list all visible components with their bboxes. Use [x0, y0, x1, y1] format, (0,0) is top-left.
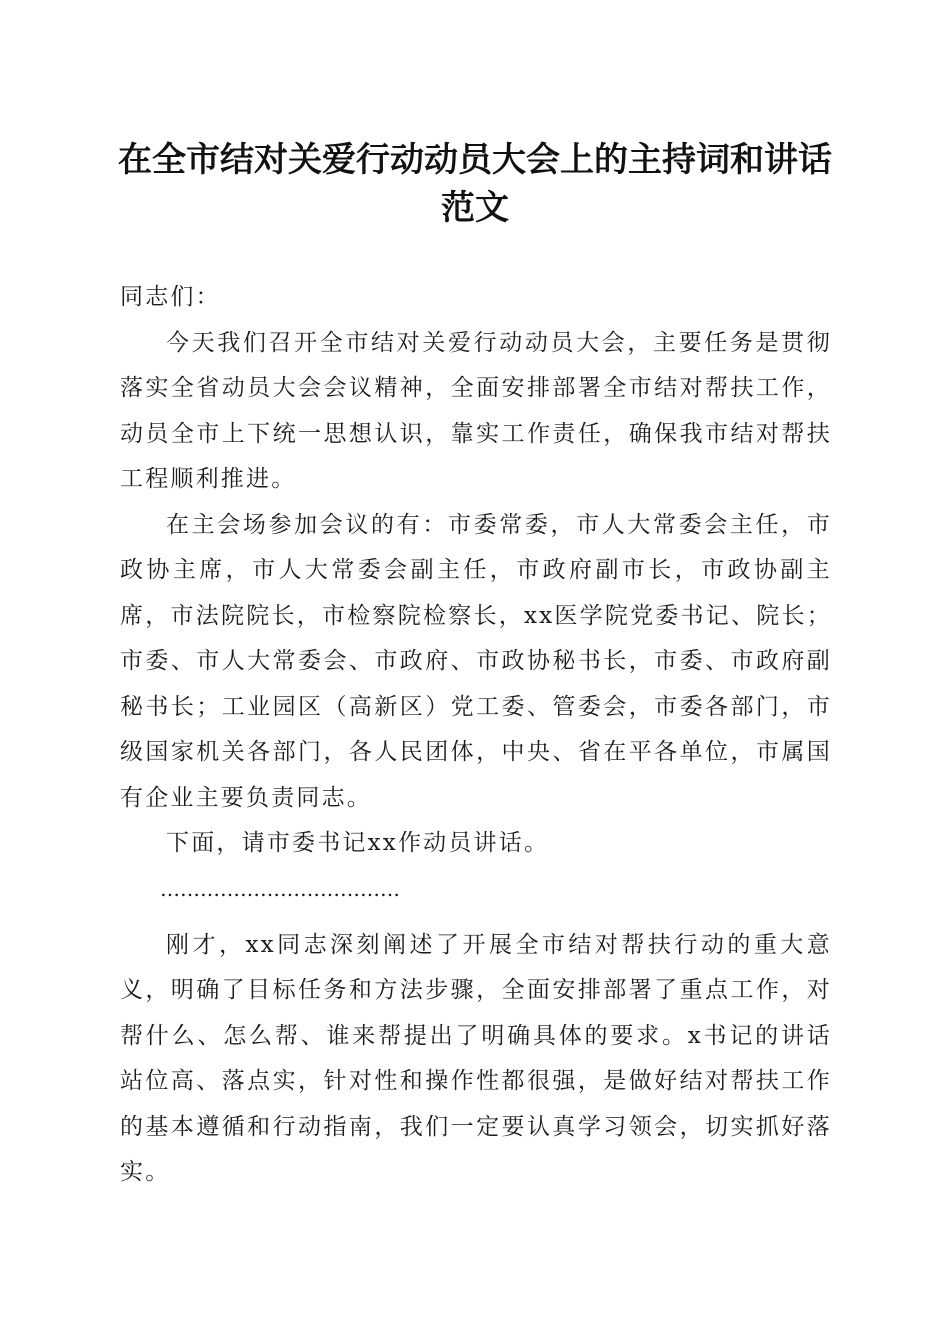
- paragraph-attendees: 在主会场参加会议的有：市委常委，市人大常委会主任，市政协主席，市人大常委会副主任，市政府副市长，市政协副主席，市法院院长，市检察院检察长，xx医学院党委书记、院长；市委、市人大常委会、市政府、市政协秘书长，市委、市政府副秘书长；工业园区（高新区）党工委、管委会，市委各部门，市级国家机关各部门，各人民团体，中央、省在平各单位，市属国有企业主要负责同志。: [120, 511, 832, 811]
- paragraph-intro: 今天我们召开全市结对关爱行动动员大会，主要任务是贯彻落实全省动员大会会议精神，全面安排部署全市结对帮扶工作，动员全市上下统一思想认识，靠实工作责任，确保我市结对帮扶工程顺利推进。: [120, 329, 832, 492]
- document-body: [120, 275, 832, 1196]
- paragraph-invite-speech: 下面，请市委书记xx作动员讲话。: [166, 830, 550, 856]
- separator-dots: ………………………………: [160, 876, 400, 901]
- salutation: 同志们：: [120, 284, 221, 310]
- document-title: 在全市结对关爱行动动员大会上的主持词和讲话范文: [118, 140, 832, 228]
- paragraph-summary: 刚才，xx同志深刻阐述了开展全市结对帮扶行动的重大意义，明确了目标任务和方法步骤，全面安排部署了重点工作，对帮什么、怎么帮、谁来帮提出了明确具体的要求。x书记的讲话站位高、落点实，针对性和操作性都很强，是做好结对帮扶工作的基本遵循和行动指南，我们一定要认真学习领会，切实抓好落实。: [120, 931, 832, 1185]
